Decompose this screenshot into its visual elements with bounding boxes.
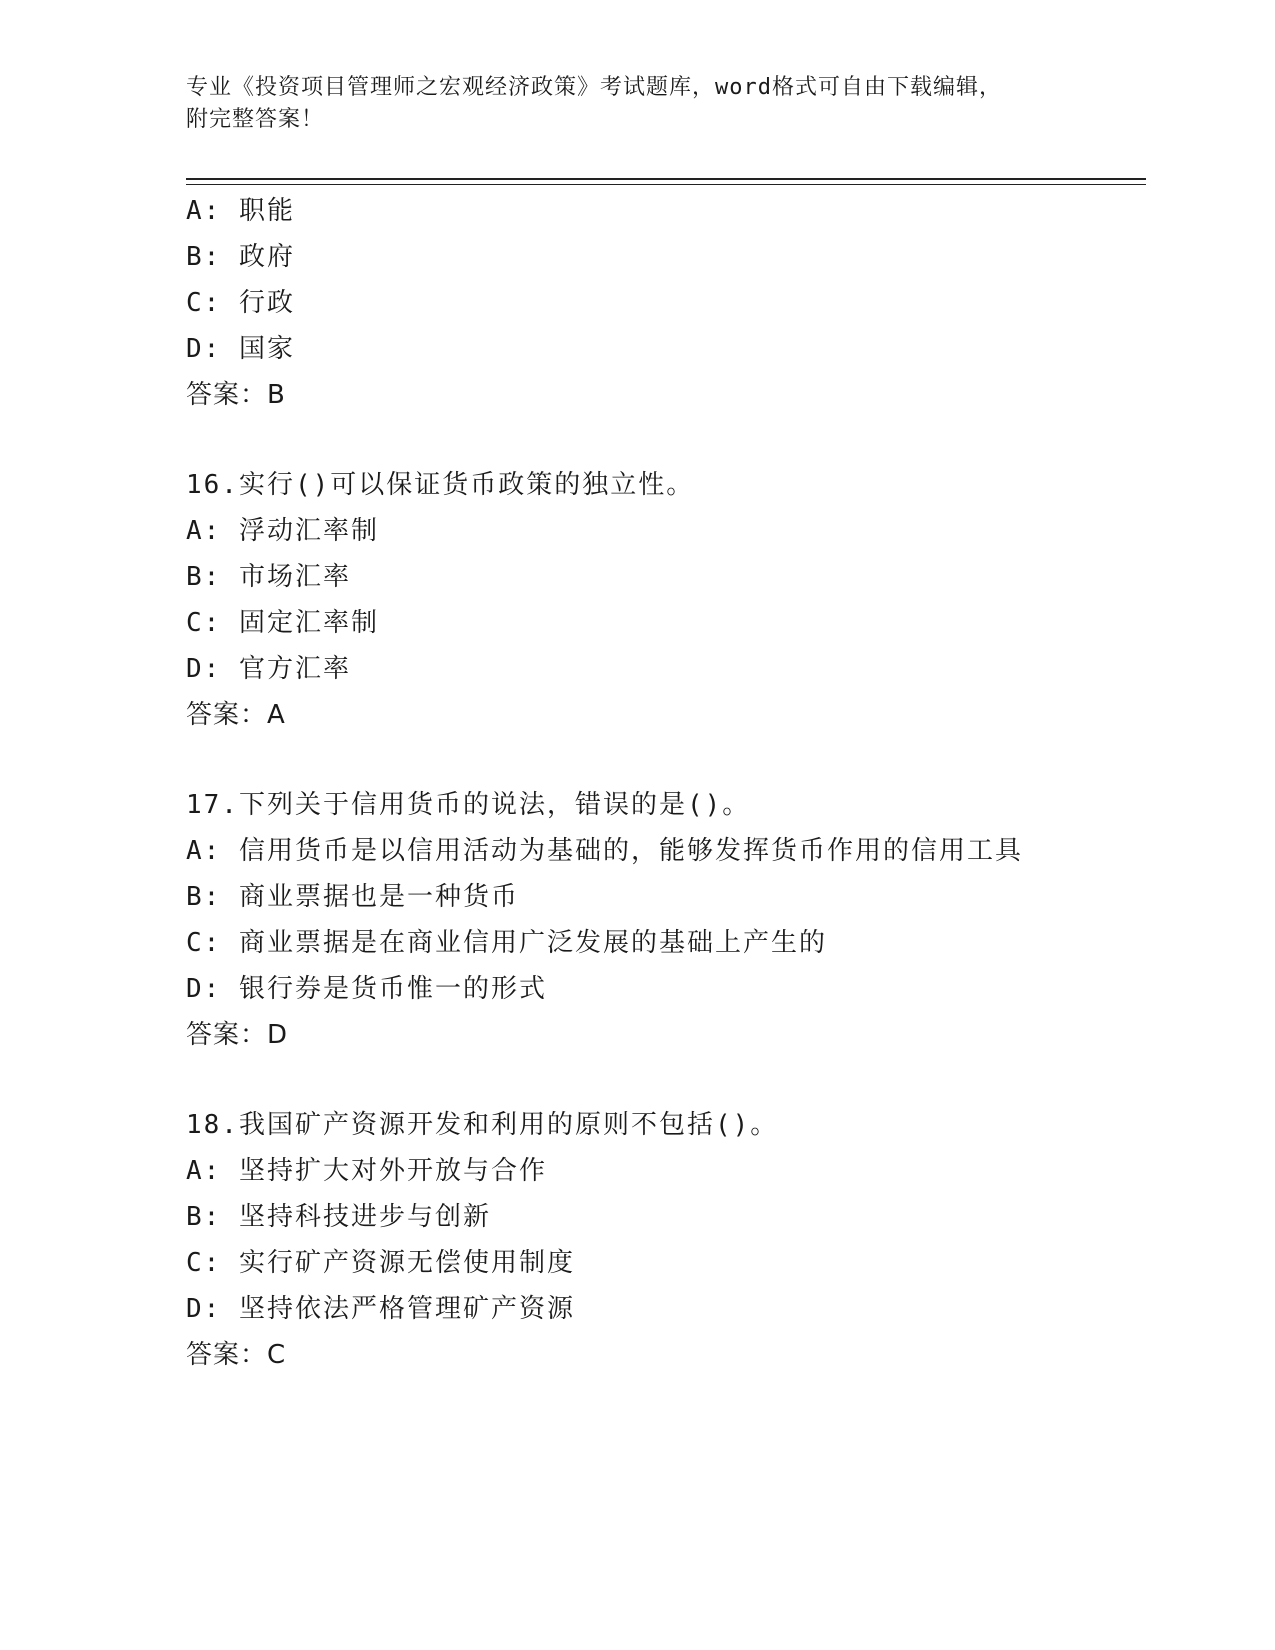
option-c: C: 固定汇率制 (186, 608, 379, 638)
question-block-17 (186, 782, 1146, 1058)
option-d: D: 银行券是货币惟一的形式 (186, 974, 547, 1004)
option-c: C: 实行矿产资源无偿使用制度 (186, 1248, 575, 1278)
option-c: C: 商业票据是在商业信用广泛发展的基础上产生的 (186, 928, 827, 958)
answer-line: 答案：A (186, 700, 286, 730)
question-block-16 (186, 462, 1146, 738)
option-d: D: 官方汇率 (186, 654, 351, 684)
header-rule-thin (186, 184, 1146, 185)
answer-line: 答案：D (186, 1020, 289, 1050)
option-a: A: 坚持扩大对外开放与合作 (186, 1156, 547, 1186)
answer-line: 答案：C (186, 1340, 287, 1370)
spacer (186, 418, 1146, 462)
header-line-1: 专业《投资项目管理师之宏观经济政策》考试题库，word格式可自由下载编辑， (186, 75, 1002, 100)
question-text: 16.实行()可以保证货币政策的独立性。 (186, 470, 695, 500)
question-text: 17.下列关于信用货币的说法，错误的是()。 (186, 790, 751, 820)
option-b: B: 市场汇率 (186, 562, 351, 592)
option-b: B: 商业票据也是一种货币 (186, 882, 519, 912)
question-block-18 (186, 1102, 1146, 1378)
option-a: A: 信用货币是以信用活动为基础的，能够发挥货币作用的信用工具 (186, 836, 1023, 866)
question-text: 18.我国矿产资源开发和利用的原则不包括()。 (186, 1110, 779, 1140)
option-d: D: 坚持依法严格管理矿产资源 (186, 1294, 575, 1324)
answer-line: 答案：B (186, 380, 286, 410)
option-a: A: 浮动汇率制 (186, 516, 379, 546)
option-b: B: 政府 (186, 242, 295, 272)
spacer (186, 1058, 1146, 1102)
option-c: C: 行政 (186, 288, 295, 318)
question-block-15 (186, 188, 1146, 418)
document-header (186, 72, 1086, 136)
option-d: D: 国家 (186, 334, 295, 364)
spacer (186, 738, 1146, 782)
question-list (186, 188, 1146, 1378)
option-b: B: 坚持科技进步与创新 (186, 1202, 491, 1232)
header-rule-thick (186, 178, 1146, 180)
header-line-2: 附完整答案！ (186, 107, 325, 132)
option-a: A: 职能 (186, 196, 295, 226)
